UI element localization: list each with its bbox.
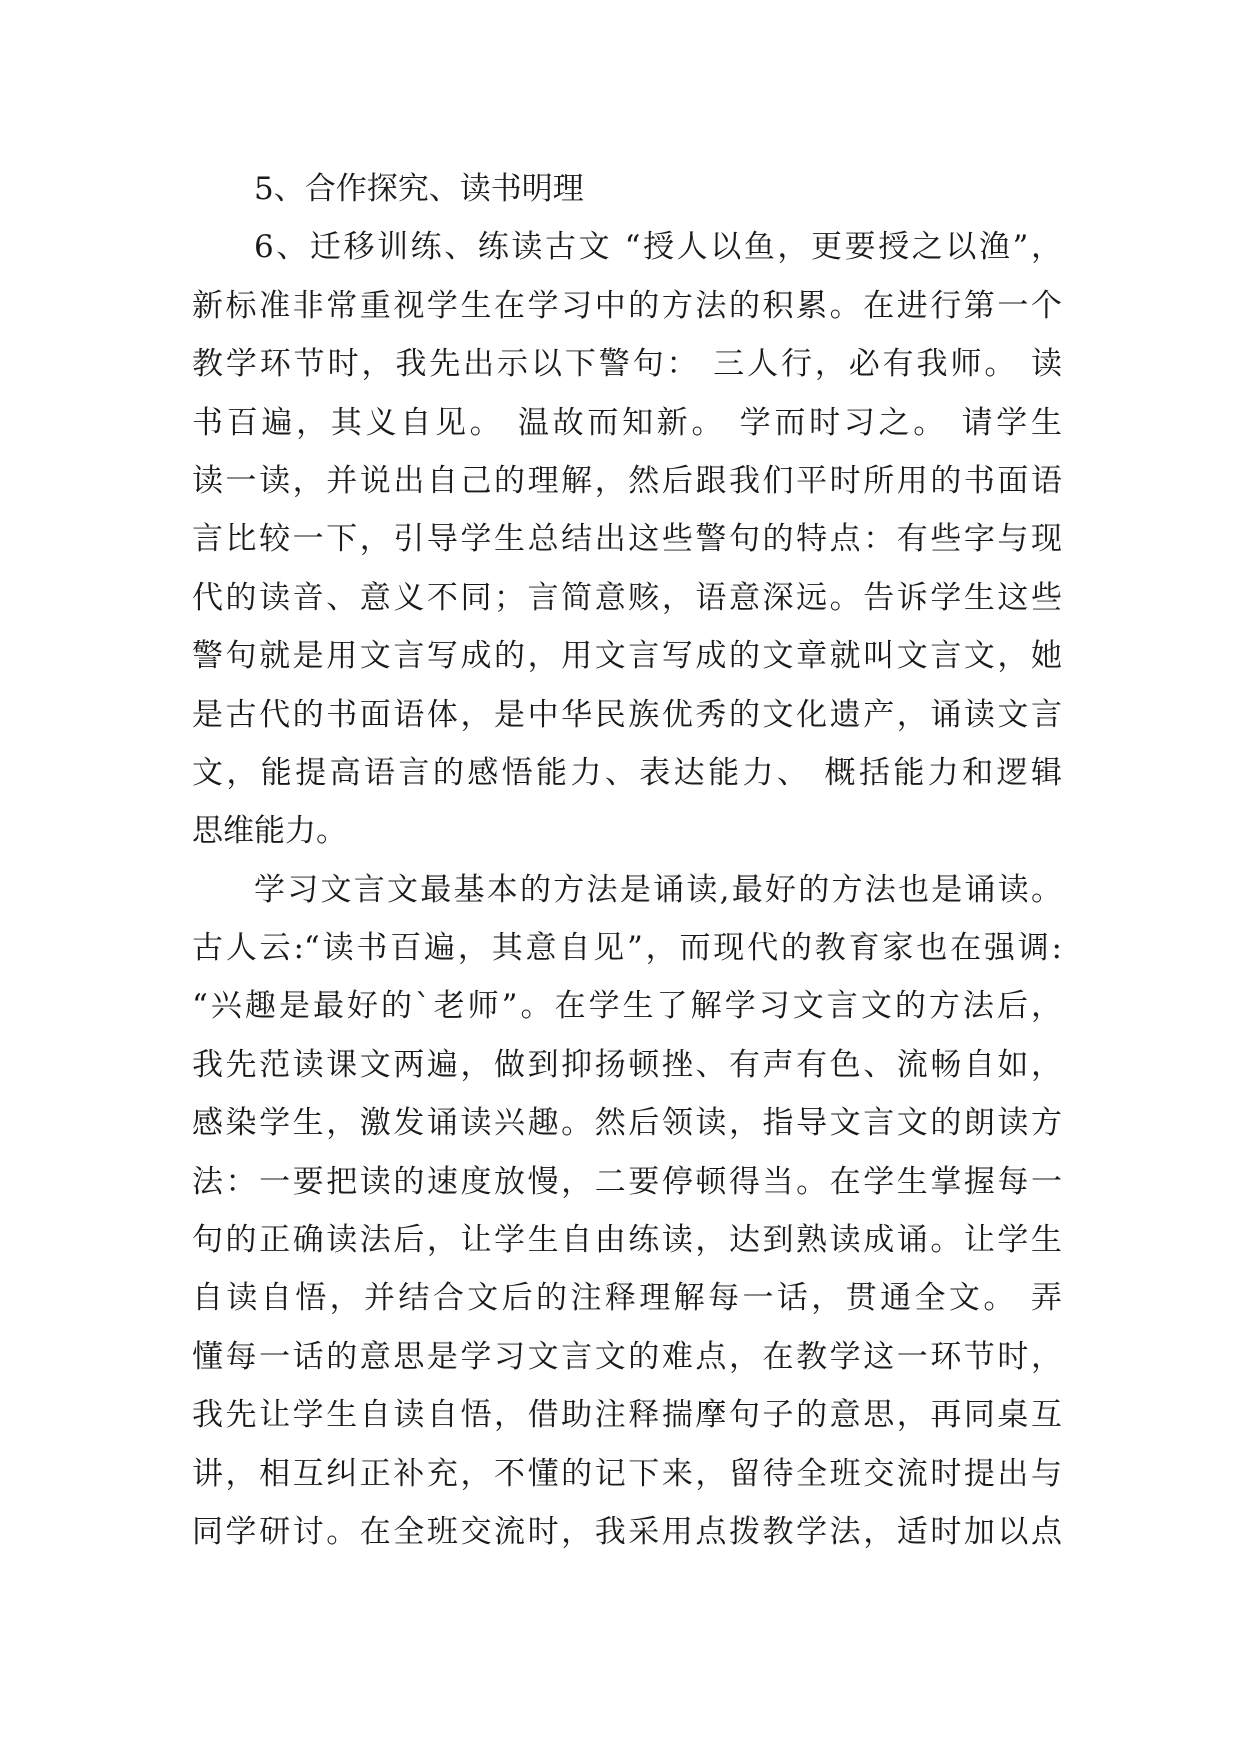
text-line: 法：一要把读的速度放慢，二要停顿得当。在学生掌握每一	[192, 1163, 1062, 1200]
text-line: 懂每一话的意思是学习文言文的难点，在教学这一环节时，	[192, 1338, 1062, 1375]
text-line: 思维能力。	[192, 813, 347, 850]
text-line: 同学研讨。在全班交流时，我采用点拨教学法，适时加以点	[192, 1513, 1062, 1550]
text-line: 句的正确读法后，让学生自由练读，达到熟读成诵。让学生	[192, 1222, 1062, 1259]
text-line: 书百遍，其义自见。 温故而知新。 学而时习之。 请学生	[192, 404, 1062, 441]
text-line: 5、合作探究、读书明理	[254, 171, 584, 207]
body-text	[192, 160, 1062, 1561]
text-line: 自读自悟，并结合文后的注释理解每一话，贯通全文。 弄	[192, 1280, 1062, 1317]
text-line: 古人云:“读书百遍，其意自见”，而现代的教育家也在强调:	[192, 930, 1062, 967]
text-line: 我先让学生自读自悟，借助注释揣摩句子的意思，再同桌互	[192, 1397, 1062, 1434]
text-line: 代的读音、意义不同；言简意赅，语意深远。告诉学生这些	[192, 579, 1062, 616]
text-line: 讲，相互纠正补充，不懂的记下来，留待全班交流时提出与	[192, 1455, 1062, 1492]
text-line: 是古代的书面语体，是中华民族优秀的文化遗产，诵读文言	[192, 696, 1062, 733]
text-line: 感染学生，激发诵读兴趣。然后领读，指导文言文的朗读方	[192, 1105, 1062, 1142]
text-line: 教学环节时，我先出示以下警句： 三人行，必有我师。 读	[192, 346, 1062, 383]
text-line: 读一读，并说出自己的理解，然后跟我们平时所用的书面语	[192, 462, 1062, 499]
text-line: 6、迁移训练、练读古文 “授人以鱼，更要授之以渔”，	[254, 229, 1062, 266]
text-line: 言比较一下，引导学生总结出这些警句的特点：有些字与现	[192, 521, 1062, 558]
text-line: 文，能提高语言的感悟能力、表达能力、 概括能力和逻辑	[192, 754, 1062, 791]
text-line: 新标准非常重视学生在学习中的方法的积累。在进行第一个	[192, 287, 1062, 324]
text-line: 学习文言文最基本的方法是诵读,最好的方法也是诵读。	[254, 871, 1062, 908]
text-line: 我先范读课文两遍，做到抑扬顿挫、有声有色、流畅自如，	[192, 1046, 1062, 1083]
text-line: “兴趣是最好的`老师”。在学生了解学习文言文的方法后，	[192, 988, 1062, 1025]
text-line: 警句就是用文言写成的，用文言写成的文章就叫文言文，她	[192, 638, 1062, 675]
